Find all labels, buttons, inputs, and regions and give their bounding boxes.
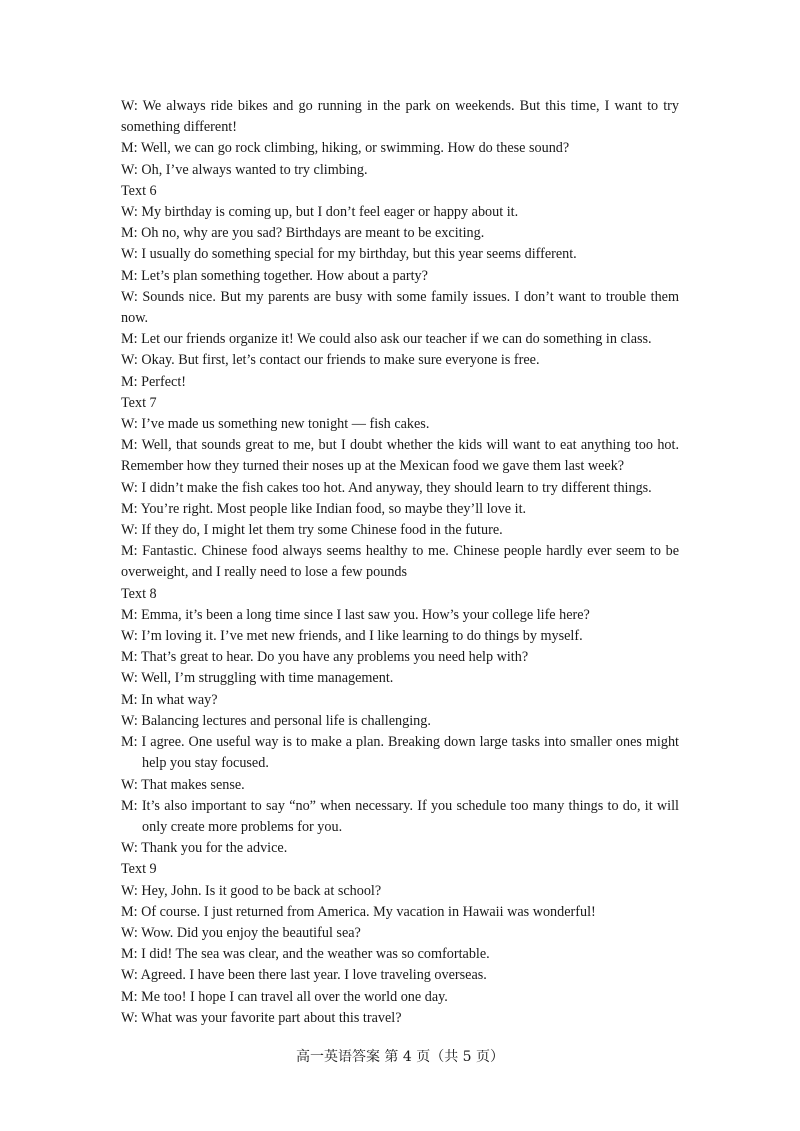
dialogue-line: W: Wow. Did you enjoy the beautiful sea?: [121, 924, 361, 941]
dialogue-line: W: We always ride bikes and go running in the park on weekends. But this time, I want to try something different!: [121, 98, 679, 136]
dialogue-line: W: Okay. But first, let’s contact our friends to make sure everyone is free.: [121, 352, 540, 369]
dialogue-line: M: Of course. I just returned from America. My vacation in Hawaii was wonderful!: [121, 903, 596, 920]
section-heading: Text 9: [121, 861, 157, 878]
section-heading: Text 8: [121, 585, 157, 602]
dialogue-line: W: Balancing lectures and personal life is challenging.: [121, 712, 431, 729]
dialogue-line: M: Fantastic. Chinese food always seems healthy to me. Chinese people hardly ever seem to be overweight, and I really need to lose a few pounds: [121, 543, 679, 581]
document-body: [121, 96, 679, 1029]
section-heading: Text 7: [121, 394, 157, 411]
dialogue-line: W: I’m loving it. I’ve met new friends, and I like learning to do things by myself.: [121, 628, 583, 645]
dialogue-line: M: Let’s plan something together. How about a party?: [121, 267, 428, 284]
dialogue-line: W: Oh, I’ve always wanted to try climbing.: [121, 161, 368, 178]
dialogue-line: M: Well, we can go rock climbing, hiking, or swimming. How do these sound?: [121, 140, 570, 157]
dialogue-line: W: I usually do something special for my birthday, but this year seems different.: [121, 246, 577, 263]
dialogue-line: M: I did! The sea was clear, and the weather was so comfortable.: [121, 946, 490, 963]
dialogue-line: M: You’re right. Most people like Indian food, so maybe they’ll love it.: [121, 500, 527, 517]
dialogue-line: M: It’s also important to say “no” when necessary. If you schedule too many things to do, it will only create more problems for you.: [121, 797, 679, 835]
dialogue-line: M: I agree. One useful way is to make a plan. Breaking down large tasks into smaller ones might help you stay focused.: [121, 734, 679, 772]
dialogue-line: M: Let our friends organize it! We could also ask our teacher if we can do something in class.: [121, 331, 652, 348]
section-heading: Text 6: [121, 182, 157, 199]
dialogue-line: M: Oh no, why are you sad? Birthdays are meant to be exciting.: [121, 225, 485, 242]
dialogue-line: W: If they do, I might let them try some Chinese food in the future.: [121, 522, 503, 539]
dialogue-line: W: Hey, John. Is it good to be back at school?: [121, 882, 382, 899]
dialogue-line: W: What was your favorite part about this travel?: [121, 1009, 402, 1026]
dialogue-line: M: Emma, it’s been a long time since I last saw you. How’s your college life here?: [121, 606, 590, 623]
dialogue-line: M: In what way?: [121, 691, 218, 708]
dialogue-line: W: Sounds nice. But my parents are busy with some family issues. I don’t want to trouble them now.: [121, 288, 679, 327]
dialogue-line: W: That makes sense.: [121, 776, 245, 793]
dialogue-line: W: Agreed. I have been there last year. I love traveling overseas.: [121, 967, 487, 984]
dialogue-line: W: My birthday is coming up, but I don’t feel eager or happy about it.: [121, 204, 519, 221]
dialogue-line: W: Well, I’m struggling with time management.: [121, 670, 394, 687]
dialogue-line: M: That’s great to hear. Do you have any problems you need help with?: [121, 649, 529, 666]
page-footer: 高一英语答案 第 4 页（共 5 页）: [295, 1049, 505, 1065]
dialogue-line: M: Me too! I hope I can travel all over the world one day.: [121, 988, 448, 1005]
dialogue-line: W: I’ve made us something new tonight — fish cakes.: [121, 416, 430, 433]
dialogue-line: M: Perfect!: [121, 373, 187, 390]
dialogue-line: W: Thank you for the advice.: [121, 840, 288, 857]
dialogue-line: W: I didn’t make the fish cakes too hot. And anyway, they should learn to try different things.: [121, 479, 652, 496]
dialogue-line: M: Well, that sounds great to me, but I doubt whether the kids will want to eat anything too hot. Remember how they turned their noses up at the Mexican food we gave them last week?: [121, 437, 679, 475]
